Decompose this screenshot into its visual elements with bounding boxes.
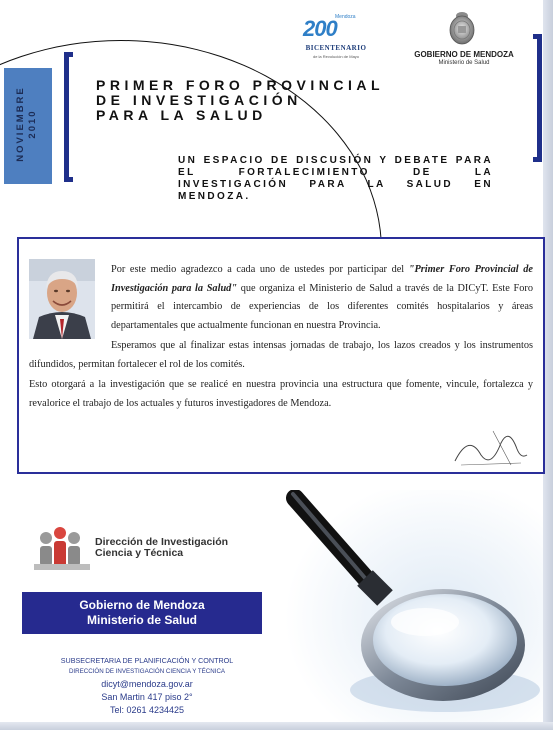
contact-subsecretaria: SUBSECRETARIA DE PLANIFICACIÓN Y CONTROL <box>60 656 234 665</box>
bicentenario-small-label: Mendoza <box>335 14 356 20</box>
bicentenario-logo <box>295 14 377 66</box>
dicyt-logo-icon <box>32 524 92 572</box>
letter-p1-end: que organiza el Ministerio de Salud a través de la DICyT. Este Foro permitirá el intercambio de experiencias de los diferentes comités hospitalarios y áreas departamentales que actualmente funcionan en nuestra Provincia. <box>111 282 533 331</box>
dicyt-name-line-1: Dirección de Investigación <box>95 536 229 548</box>
contact-block <box>22 656 272 717</box>
letter-p1-event-name: "Primer Foro Provincial de Investigación para la Salud" <box>111 264 533 294</box>
event-title <box>96 78 516 123</box>
gobierno-band-line-1: Gobierno de Mendoza <box>79 598 205 612</box>
bicentenario-subtitle: de la Revolución de Mayo <box>312 54 360 59</box>
contact-address: San Martin 417 piso 2° <box>101 692 193 702</box>
event-subtitle: UN ESPACIO DE DISCUSIÓN Y DEBATE PARA EL FORTALECIMIENTO DE LA INVESTIGACIÓN PARA LA SALUD EN MENDOZA. <box>178 155 493 202</box>
handwritten-signature <box>451 425 531 471</box>
photo-spacer <box>29 261 111 345</box>
letter-paragraph-3: Esto otorgará a la investigación que se realicé en nuestra provincia una estructura que fomente, vincule, fortalezca y revalorice el trabajo de los actuales y futuros investigadores de Mendoza. <box>29 379 533 409</box>
title-line-2: DE INVESTIGACIÓN <box>96 92 302 108</box>
dicyt-name-line-2: Ciencia y Técnica <box>95 547 184 559</box>
letter-paragraph-2: Esperamos que al finalizar estas intensas jornadas de trabajo, los lazos creados y los instrumentos difundidos, permitan fortalecer el rol de los comités. <box>29 340 533 370</box>
provincial-seal-icon <box>447 8 477 46</box>
gobierno-band <box>22 592 262 634</box>
contact-email: dicyt@mendoza.gov.ar <box>101 679 193 689</box>
date-band <box>4 68 52 184</box>
contact-phone: Tel: 0261 4234425 <box>109 705 185 715</box>
right-bracket <box>533 34 542 162</box>
title-line-3: PARA LA SALUD <box>96 107 267 123</box>
gobierno-band-line-2: Ministerio de Salud <box>86 613 197 627</box>
magnifying-glass-icon <box>285 490 543 722</box>
welcome-letter <box>17 237 545 474</box>
dicyt-name <box>95 537 228 559</box>
bicentenario-word: BICENTENARIO <box>305 44 367 52</box>
date-year: 2010 <box>27 109 38 139</box>
gobierno-title: GOBIERNO DE MENDOZA <box>414 50 514 59</box>
letter-body <box>29 261 533 415</box>
date-month: NOVIEMBRE <box>15 86 26 162</box>
page-bottom-shadow <box>0 722 553 730</box>
left-bracket <box>64 52 73 182</box>
letter-p1-start: Por este medio agradezco a cada uno de ustedes por participar del <box>111 264 409 275</box>
bicentenario-number: 200 <box>303 16 337 41</box>
date-label <box>15 65 39 183</box>
title-line-1: PRIMER FORO PROVINCIAL <box>96 77 385 93</box>
contact-direccion: DIRECCIÓN DE INVESTIGACIÓN CIENCIA Y TÉCNICA <box>68 668 226 675</box>
gobierno-subtitle: Ministerio de Salud <box>438 60 490 66</box>
